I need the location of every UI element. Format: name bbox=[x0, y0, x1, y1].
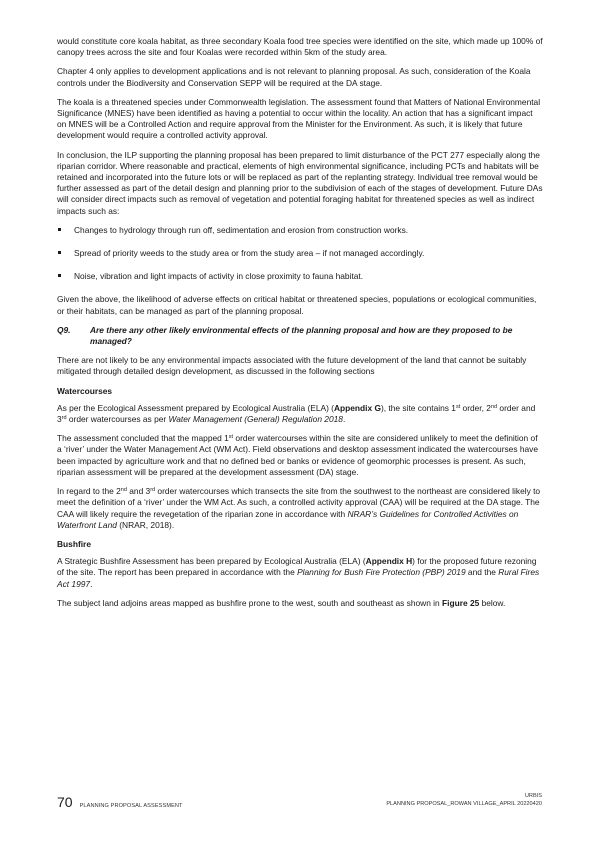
paragraph-watercourses-3: In regard to the 2nd and 3rd order watercourses which transects the site from the southwest to the northeast are considered likely to meet the definition of a ‘river’ under the WM Act. As such, a controlled activity approval (CAA) will be required at the DA stage. The CAA will likely require the revegetation of the riparian zone in accordance with NRAR’s Guidelines for Controlled Activities on Waterfront Land (NRAR, 2018). bbox=[57, 486, 541, 530]
bullet-icon bbox=[58, 228, 61, 231]
pbp-title: Planning for Bush Fire Protection (PBP) 2019 bbox=[297, 567, 466, 578]
list-item: Spread of priority weeds to the study area or from the study area – if not managed accordingly. bbox=[57, 248, 544, 259]
guidelines-title: NRAR’s Guidelines for Controlled Activities on Waterfront Land bbox=[57, 508, 519, 530]
heading-watercourses: Watercourses bbox=[57, 385, 113, 396]
rural-fires-act-title: Rural Fires Act 1997 bbox=[57, 567, 540, 589]
footer-company: URBIS bbox=[524, 793, 542, 799]
footer-left bbox=[57, 794, 183, 810]
paragraph-bushfire-2: The subject land adjoins areas mapped as bushfire prone to the west, south and southeast as shown in Figure 25 below. bbox=[57, 597, 506, 608]
question-text: Are there any other likely environmental effects of the planning proposal and how are they proposed to be managed? bbox=[90, 324, 513, 347]
footer-section-label: PLANNING PROPOSAL ASSESSMENT bbox=[79, 803, 183, 809]
bullet-icon bbox=[58, 274, 61, 277]
heading-bushfire: Bushfire bbox=[57, 538, 91, 549]
paragraph-watercourses-1: As per the Ecological Assessment prepared by Ecological Australia (ELA) (Appendix G), the site contains 1st order, 2nd order and 3rd order watercourses as per Water Management (General) Regulation 2018. bbox=[57, 402, 536, 425]
paragraph-bushfire-1: A Strategic Bushfire Assessment has been prepared by Ecological Australia (ELA) (Appendix H) for the proposed future rezoning of the site. The report has been prepared in accordance with the Planning for Bush Fire Protection (PBP) 2019 and the Rural Fires Act 1997. bbox=[57, 556, 540, 589]
question-number: Q9. bbox=[57, 324, 71, 335]
paragraph-koala-habitat: would constitute core koala habitat, as three secondary Koala food tree species were identified on the site, which made up 100% of canopy trees across the site and four Koalas were recorded within 5km of the study area. bbox=[57, 36, 543, 58]
paragraph-given-above: Given the above, the likelihood of adverse effects on critical habitat or threatened species, populations or ecological communities, or their habitats, can be managed as part of the planning proposal. bbox=[57, 294, 537, 316]
bullet-icon bbox=[58, 251, 61, 254]
page-content bbox=[57, 36, 544, 617]
footer-document-label: PLANNING PROPOSAL_ROWAN VILLAGE_APRIL 20220420 bbox=[386, 801, 542, 807]
paragraph-mnes: The koala is a threatened species under Commonwealth legislation. The assessment found that Matters of National Environmental Significance (MNES) have been identified as having a potential to occur within the locality. An action that has a significant impact on MNES will be a Controlled Action and require approval from the Minister for the Environment. As such, it is likely that future development would require a controlled activity approval. bbox=[57, 96, 541, 141]
list-item: Changes to hydrology through run off, sedimentation and erosion from construction works. bbox=[57, 225, 544, 236]
question-q9 bbox=[57, 325, 544, 347]
appendix-g-reference: Appendix G bbox=[333, 402, 381, 413]
paragraph-chapter-4: Chapter 4 only applies to development applications and is not relevant to planning proposal. As such, consideration of the Koala controls under the Biodiversity and Conservation SEPP will be required at the DA stage. bbox=[57, 66, 531, 88]
appendix-h-reference: Appendix H bbox=[365, 556, 413, 567]
page-number: 70 bbox=[57, 794, 73, 810]
list-item: Noise, vibration and light impacts of activity in close proximity to fauna habitat. bbox=[57, 271, 544, 282]
regulation-title: Water Management (General) Regulation 2018 bbox=[168, 414, 343, 425]
paragraph-conclusion: In conclusion, the ILP supporting the planning proposal has been prepared to limit disturbance of the PCT 277 especially along the riparian corridor. Where reasonable and practical, elements of high environmental significance, including PCTs and habitats will be retained and incorporated into the future lots or will be replaced as part of the replanting strategy. Individual tree removal would be further assessed as part of the detail design and planning prior to the subdivision of each of the stages of development. Future DAs will consider direct impacts such as removal of vegetation and potential foraging habitat for threatened species as well as indirect impacts such as: bbox=[57, 149, 543, 216]
figure-25-reference: Figure 25 bbox=[442, 597, 480, 608]
footer-right bbox=[386, 792, 542, 808]
paragraph-watercourses-2: The assessment concluded that the mapped 1st order watercourses within the site are considered unlikely to meet the definition of a ‘river’ under the Water Management Act (WM Act). Field observations and desktop assessment indicated the watercourses have been impacted by agriculture work and that no defined bed or banks or evidence of geomorphic processes is present. As such, riparian assessment will be prepared at the development assessment (DA) stage. bbox=[57, 433, 539, 477]
paragraph-environmental-effects: There are not likely to be any environmental impacts associated with the future development of the land that cannot be suitably mitigated through detailed design development, as discussed in the following sections bbox=[57, 355, 527, 377]
impacts-list bbox=[57, 225, 544, 283]
